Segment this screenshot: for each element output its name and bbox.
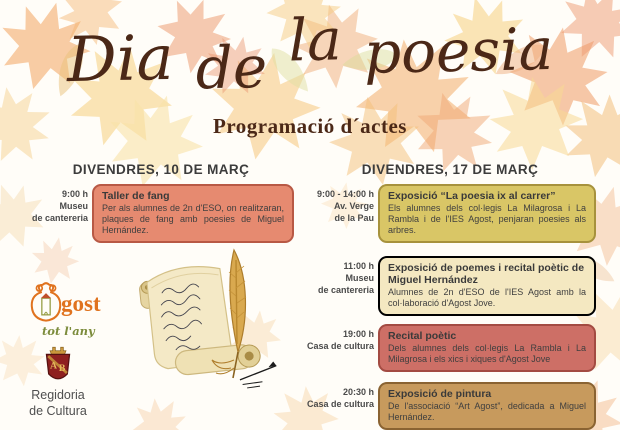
scroll-and-quill-illustration [130, 248, 298, 420]
event-poesia-ix-al-carrer [300, 184, 600, 243]
poster-subtitle: Programació d´actes [213, 114, 407, 138]
title-word: Dia [66, 20, 175, 97]
regidoria-de-cultura-label: Regidoria de Cultura [29, 388, 87, 419]
event-card [92, 184, 294, 243]
event-title: Exposició de pintura [388, 388, 492, 401]
event-card [378, 256, 596, 316]
event-card [378, 382, 596, 430]
day-header-10-marc: DIVENDRES, 10 DE MARÇ [72, 162, 250, 177]
event-title: Taller de fang [102, 190, 170, 202]
day-header-17-marc: DIVENDRES, 17 DE MARÇ [361, 162, 539, 177]
event-time: 19:00 h Casa de cultura [306, 329, 374, 352]
title-word: de [194, 32, 268, 103]
agost-tot-lany-logo [26, 281, 106, 338]
title-word: poesia [363, 14, 554, 87]
event-description: Alumnes de 2n d'ESO de l'IES Agost amb la col·laboració d'Agost Jove. [388, 287, 586, 309]
poster-title [0, 5, 620, 103]
event-description: Dels alumnes dels col·legis La Rambla i La Milagrosa i els xics i xiques d'Agost Jove [388, 343, 586, 365]
event-description: Per als alumnes de 2n d'ESO, on realitzaran, plaques de fang amb poesies de Miguel Hernández. [102, 203, 284, 235]
agost-vessel-icon [26, 281, 66, 327]
event-time: 20:30 h Casa de cultura [306, 387, 374, 410]
event-title: Exposició de poemes i recital poètic de Miguel Hernández [388, 261, 585, 287]
event-exposicio-poemes-recital [300, 256, 600, 316]
event-card [378, 324, 596, 372]
event-exposicio-pintura [300, 382, 600, 430]
event-title: Exposició “La poesia ix al carrer” [388, 190, 556, 202]
event-time: 11:00 h Museu de cantereria [317, 260, 374, 296]
svg-text:B: B [58, 363, 66, 375]
column-divendres-17 [300, 162, 600, 430]
column-divendres-10 [28, 162, 294, 243]
event-card [378, 184, 596, 243]
event-title: Recital poètic [388, 330, 457, 343]
town-crest-icon [42, 343, 74, 387]
event-time: 9:00 h Museu de cantereria [31, 189, 88, 224]
event-time: 9:00 - 14:00 h Av. Verge de la Pau [316, 189, 374, 224]
svg-text:A: A [50, 360, 58, 372]
agost-tagline: tot l'any [42, 324, 95, 338]
agost-wordmark: gost [61, 291, 101, 316]
event-taller-de-fang [28, 184, 294, 243]
event-description: Els alumnes dels col·legis La Milagrosa i La Rambla i de l'IES Agost, penjaran poesies als arbres. [388, 203, 586, 235]
title-word: la [287, 5, 343, 75]
event-description: De l'associació “Art Agost”, dedicada a Miguel Hernández. [388, 401, 586, 423]
event-recital-poetic [300, 324, 600, 372]
